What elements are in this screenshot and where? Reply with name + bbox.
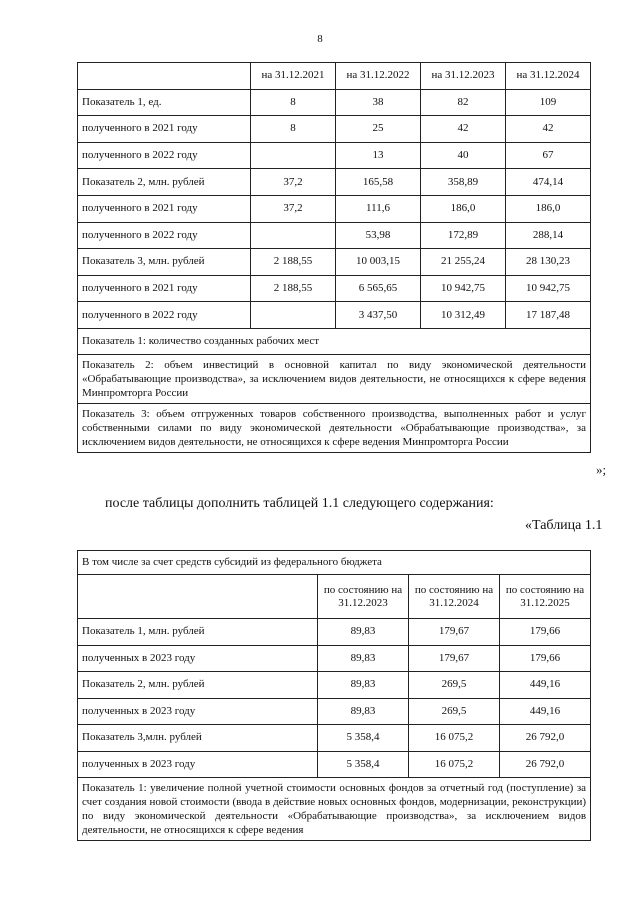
table-cell	[251, 302, 336, 329]
table-row	[78, 222, 591, 249]
header-cell: на 31.12.2021	[251, 63, 336, 90]
table-cell: 179,67	[409, 645, 500, 672]
table-header-row	[78, 63, 591, 90]
table-cell: 186,0	[421, 195, 506, 222]
row-label: Показатель 3, млн. рублей	[78, 249, 251, 276]
table-cell: 16 075,2	[409, 751, 500, 778]
table-cell: 2 188,55	[251, 249, 336, 276]
table-cell: 449,16	[500, 698, 591, 725]
table-cell: 37,2	[251, 169, 336, 196]
header-cell: на 31.12.2023	[421, 63, 506, 90]
header-cell	[78, 63, 251, 90]
table-title: В том числе за счет средств субсидий из федерального бюджета	[78, 551, 591, 575]
table-cell: 8	[251, 89, 336, 116]
subsidy-table	[77, 550, 591, 841]
table-row	[78, 302, 591, 329]
table-cell: 53,98	[336, 222, 421, 249]
table-cell: 13	[336, 142, 421, 169]
table-row	[78, 195, 591, 222]
table-cell: 111,6	[336, 195, 421, 222]
table-cell	[251, 142, 336, 169]
table-cell: 172,89	[421, 222, 506, 249]
table-cell: 21 255,24	[421, 249, 506, 276]
table-cell: 288,14	[506, 222, 591, 249]
table-cell: 3 437,50	[336, 302, 421, 329]
table-cell: 26 792,0	[500, 725, 591, 752]
row-label: Показатель 2, млн. рублей	[78, 169, 251, 196]
indicator-note-2: Показатель 2: объем инвестиций в основной капитал по виду экономической деятельности «Обрабатывающие производства», за исключением видов деятельности, не относящихся к сфере ведения Минпромторга России	[78, 354, 591, 403]
table-cell: 269,5	[409, 672, 500, 699]
row-label: полученного в 2021 году	[78, 116, 251, 143]
table-cell: 179,66	[500, 645, 591, 672]
table-row	[78, 619, 591, 646]
row-label: полученных в 2023 году	[78, 751, 318, 778]
table-note-row	[78, 354, 591, 403]
table-row	[78, 275, 591, 302]
table-row	[78, 698, 591, 725]
table-note-row	[78, 328, 591, 354]
table-note-row	[78, 778, 591, 841]
header-cell: по состоянию на 31.12.2023	[318, 575, 409, 619]
table-cell: 179,67	[409, 619, 500, 646]
row-label: полученного в 2021 году	[78, 195, 251, 222]
indicators-table	[77, 62, 591, 453]
table-row	[78, 751, 591, 778]
table-cell: 26 792,0	[500, 751, 591, 778]
table-cell: 2 188,55	[251, 275, 336, 302]
row-label: полученных в 2023 году	[78, 698, 318, 725]
table-row	[78, 116, 591, 143]
table-cell: 89,83	[318, 672, 409, 699]
table-cell: 28 130,23	[506, 249, 591, 276]
table-cell: 89,83	[318, 645, 409, 672]
table-cell: 25	[336, 116, 421, 143]
row-label: полученного в 2021 году	[78, 275, 251, 302]
table-note-row	[78, 403, 591, 452]
table-cell: 449,16	[500, 672, 591, 699]
table-cell: 165,58	[336, 169, 421, 196]
table-cell: 358,89	[421, 169, 506, 196]
row-label: Показатель 3,млн. рублей	[78, 725, 318, 752]
instruction-paragraph: после таблицы дополнить таблицей 1.1 следующего содержания:	[105, 496, 494, 511]
row-label: Показатель 1, ед.	[78, 89, 251, 116]
table-row	[78, 142, 591, 169]
table-row	[78, 249, 591, 276]
table-cell: 67	[506, 142, 591, 169]
header-cell: по состоянию на 31.12.2025	[500, 575, 591, 619]
table-cell: 17 187,48	[506, 302, 591, 329]
table-row	[78, 725, 591, 752]
table-label: «Таблица 1.1	[525, 518, 603, 533]
table-cell: 82	[421, 89, 506, 116]
table-cell: 38	[336, 89, 421, 116]
table-row	[78, 645, 591, 672]
table-cell: 109	[506, 89, 591, 116]
table-cell: 42	[506, 116, 591, 143]
table-row	[78, 672, 591, 699]
row-label: полученного в 2022 году	[78, 142, 251, 169]
row-label: полученного в 2022 году	[78, 302, 251, 329]
table-cell: 269,5	[409, 698, 500, 725]
row-label: полученных в 2023 году	[78, 645, 318, 672]
table-row	[78, 169, 591, 196]
table-cell: 42	[421, 116, 506, 143]
header-cell: на 31.12.2024	[506, 63, 591, 90]
table-row	[78, 89, 591, 116]
table-cell: 5 358,4	[318, 751, 409, 778]
table-cell: 186,0	[506, 195, 591, 222]
table-header-row	[78, 575, 591, 619]
table-cell: 6 565,65	[336, 275, 421, 302]
row-label: Показатель 2, млн. рублей	[78, 672, 318, 699]
table-cell: 89,83	[318, 619, 409, 646]
header-cell	[78, 575, 318, 619]
table-cell: 10 942,75	[421, 275, 506, 302]
table-cell: 16 075,2	[409, 725, 500, 752]
table-cell: 474,14	[506, 169, 591, 196]
indicator-note-1: Показатель 1: количество созданных рабочих мест	[78, 328, 591, 354]
closing-quote-mark: »;	[596, 462, 607, 477]
table-cell: 37,2	[251, 195, 336, 222]
table-cell: 10 942,75	[506, 275, 591, 302]
table-cell	[251, 222, 336, 249]
table-cell: 179,66	[500, 619, 591, 646]
table-cell: 40	[421, 142, 506, 169]
header-cell: по состоянию на 31.12.2024	[409, 575, 500, 619]
subsidy-note-1: Показатель 1: увеличение полной учетной стоимости основных фондов за отчетный год (поступление) за счет создания новой стоимости (ввода в действие новых основных фондов, модернизации, реконструкции) по виду экономической деятельности «Обрабатывающие производства», за исключением видов деятельности, не относящихся к сфере ведения	[78, 778, 591, 841]
row-label: полученного в 2022 году	[78, 222, 251, 249]
table-cell: 89,83	[318, 698, 409, 725]
row-label: Показатель 1, млн. рублей	[78, 619, 318, 646]
table-cell: 5 358,4	[318, 725, 409, 752]
header-cell: на 31.12.2022	[336, 63, 421, 90]
indicator-note-3: Показатель 3: объем отгруженных товаров собственного производства, выполненных работ и услуг собственными силами по виду экономической деятельности «Обрабатывающие производства», за исключением видов деятельности, не относящихся к сфере ведения Минпромторга России	[78, 403, 591, 452]
table-cell: 10 312,49	[421, 302, 506, 329]
table-title-row	[78, 551, 591, 575]
table-cell: 8	[251, 116, 336, 143]
table-cell: 10 003,15	[336, 249, 421, 276]
page-number: 8	[317, 33, 323, 45]
